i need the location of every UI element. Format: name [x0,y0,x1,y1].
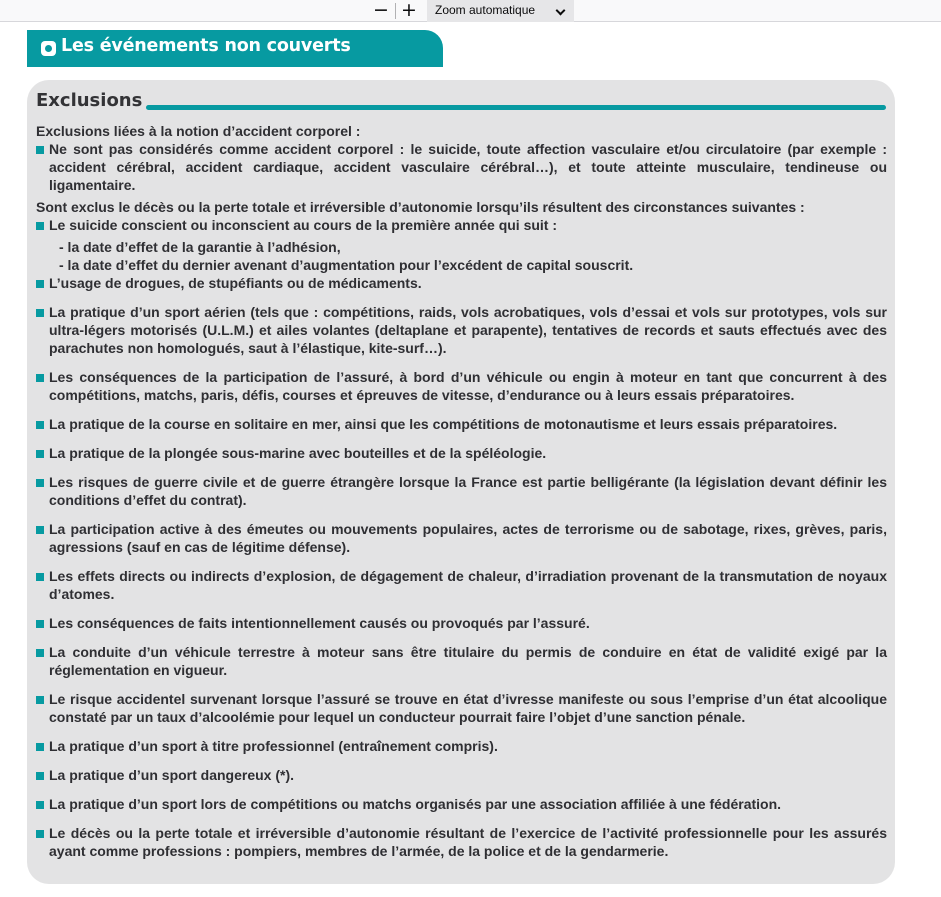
list-item [36,567,887,603]
bullet-square [36,479,44,487]
list-item [36,643,887,679]
list-item-text: Les risques de guerre civile et de guerre étrangère lorsque la France est partie belligérante (la législation devant définir les conditions d’effet du contrat). [49,474,887,508]
section-header [27,30,443,67]
list-item-text: La pratique d’un sport dangereux (*). [49,767,295,783]
toolbar-separator [395,3,396,19]
bullet-square [36,620,44,628]
list-item [36,690,887,726]
zoom-in-button[interactable]: + [401,0,417,21]
list-item [36,303,887,357]
bullet-square [36,573,44,581]
bullet-square [36,743,44,751]
bullet-square [36,772,44,780]
exclusions-content [36,122,887,860]
bullet-square [36,450,44,458]
zoom-out-button[interactable]: − [373,0,389,21]
list-item-text: La pratique de la course en solitaire en mer, ainsi que les compétitions de motonautisme et leurs essais préparatoires. [49,416,838,432]
bullet-square [36,222,44,230]
list-item [36,444,887,462]
list-item [36,766,887,784]
list-item [36,216,887,234]
bullet-square [36,374,44,382]
pdf-viewer-toolbar [0,0,941,22]
list-item-text: La conduite d’un véhicule terrestre à moteur sans être titulaire du permis de conduire en état de validité exigé par la réglementation en vigueur. [49,644,887,678]
list-item [36,520,887,556]
list-item-text: Les conséquences de la participation de l’assuré, à bord d’un véhicule ou engin à moteur en tant que concurrent à des compétitions, matchs, paris, défis, courses et épreuves de vitesse, d’endurance ou à leurs essais préparatoires. [49,369,887,403]
list-item-text: Le suicide conscient ou inconscient au cours de la première année qui suit : [49,217,558,233]
intro-circonstances: Sont exclus le décès ou la perte totale et irréversible d’autonomie lorsqu’ils résultent des circonstances suivantes : [36,199,805,215]
exclusions-heading: Exclusions [36,90,143,111]
bullet-square [36,801,44,809]
bullet-square [36,526,44,534]
bullet-square [36,649,44,657]
list-item-text: La pratique d’un sport aérien (tels que : compétitions, raids, vols acrobatiques, vols d’essai et vols sur prototypes, vols sur ultra-légers motorisés (U.L.M.) et ailes volantes (deltaplane et parapente), tentatives de records et sauts effectués avec des parachutes non homologués, saut à l’élastique, kite-surf…). [49,304,887,356]
list-item-text: La participation active à des émeutes ou mouvements populaires, actes de terrorisme ou de sabotage, rixes, grèves, paris, agressions (sauf en cas de légitime défense). [49,521,887,555]
zoom-select[interactable] [427,0,574,22]
section-title: Les événements non couverts [61,36,351,56]
heading-rule [146,105,886,110]
list-item [36,368,887,404]
document-icon [41,41,56,56]
list-item-text: Les conséquences de faits intentionnellement causés ou provoqués par l’assuré. [49,615,590,631]
bullet-square [36,146,44,154]
list-item-text: Les effets directs ou indirects d’explosion, de dégagement de chaleur, d’irradiation provenant de la transmutation de noyaux d’atomes. [49,568,887,602]
exclusions-panel [27,80,895,884]
chevron-down-icon [556,6,566,16]
list-item-text: La pratique de la plongée sous-marine avec bouteilles et de la spéléologie. [49,445,547,461]
bullet-square [36,830,44,838]
list-item [36,824,887,860]
sub-item: - la date d’effet de la garantie à l’adhésion, [59,239,341,255]
list-item [36,737,887,755]
list-item [36,140,887,194]
list-item-text: La pratique d’un sport à titre professionnel (entraînement compris). [49,738,498,754]
zoom-select-value: Zoom automatique [435,3,536,17]
list-item [36,415,887,433]
bullet-square [36,696,44,704]
list-item-text: Le décès ou la perte totale et irréversible d’autonomie résultant de l’exercice de l’activité professionnelle pour les assurés ayant comme professions : pompiers, membres de l’armée, de la police et de la gendarmerie. [49,825,887,859]
list-item-text: L’usage de drogues, de stupéfiants ou de médicaments. [49,275,422,291]
list-item-text: Ne sont pas considérés comme accident corporel : le suicide, toute affection vasculaire et/ou circulatoire (par exemple : accident cérébral, accident cardiaque, accident vasculaire cérébral…), et toute atteinte musculaire, tendineuse ou ligamentaire. [49,141,887,193]
list-item [36,614,887,632]
bullet-square [36,421,44,429]
list-item-text: Le risque accidentel survenant lorsque l’assuré se trouve en état d’ivresse manifeste ou sous l’emprise d’un état alcoolique constaté par un taux d’alcoolémie pour lequel un conducteur pourrait faire l’objet d’une sanction pénale. [49,691,887,725]
bullet-square [36,309,44,317]
list-item-text: La pratique d’un sport lors de compétitions ou matchs organisés par une association affiliée à une fédération. [49,796,782,812]
bullet-square [36,280,44,288]
list-item [36,473,887,509]
list-item [36,795,887,813]
intro-accident-corporel: Exclusions liées à la notion d’accident corporel : [36,123,361,139]
sub-item: - la date d’effet du dernier avenant d’augmentation pour l’excédent de capital souscrit. [59,257,634,273]
list-item [36,274,887,292]
